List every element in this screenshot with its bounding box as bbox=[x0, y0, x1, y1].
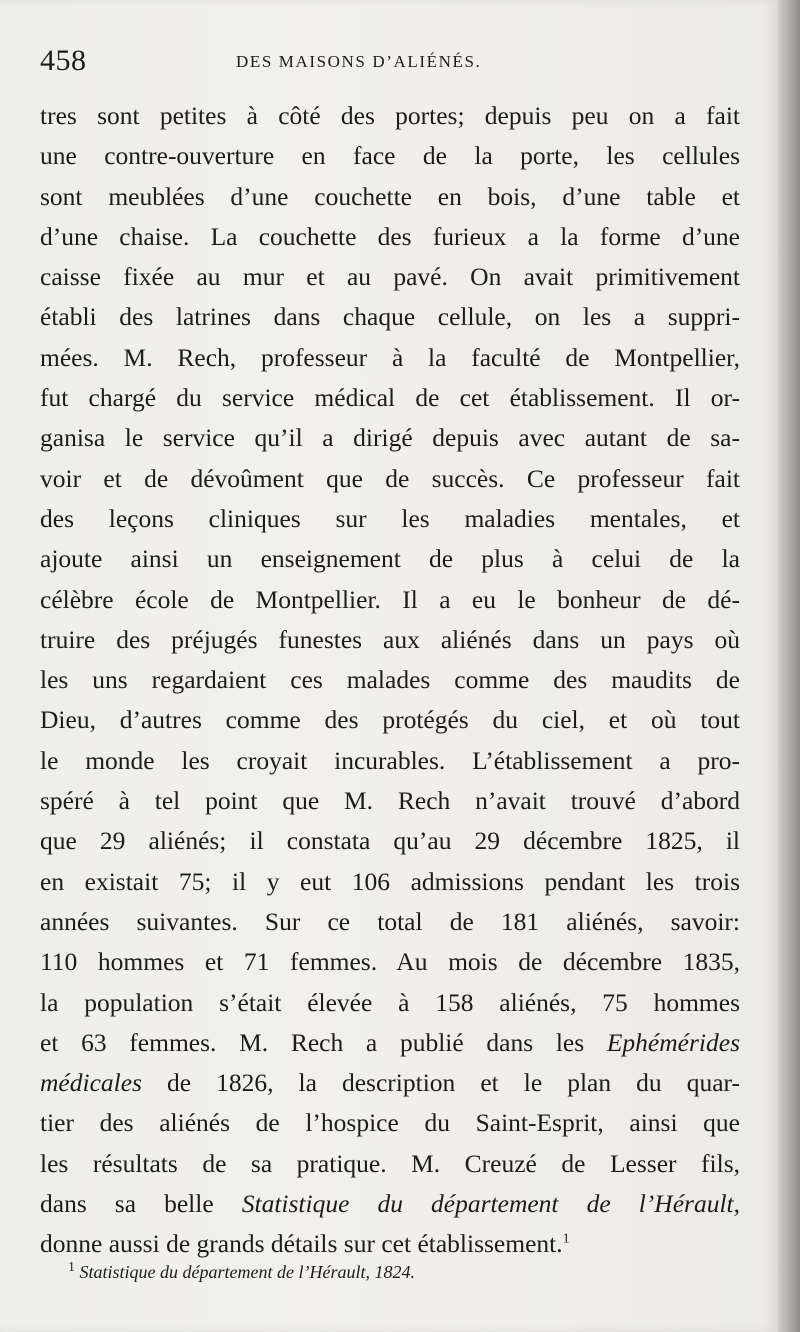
text-line: le monde les croyait incurables. L’établissement a pro- bbox=[40, 745, 740, 775]
footnote-text: Statistique du département de l’Hérault, 1824. bbox=[79, 1262, 415, 1282]
text-line: une contre-ouverture en face de la porte, les cellules bbox=[40, 141, 740, 171]
text-line: mées. M. Rech, professeur à la faculté de Montpellier, bbox=[40, 342, 740, 372]
text-line: d’une chaise. La couchette des furieux a la forme d’une bbox=[40, 221, 740, 251]
footnote-marker: 1 bbox=[68, 1260, 75, 1275]
text-line bbox=[40, 1063, 740, 1103]
text-line: fut chargé du service médical de cet établissement. Il or- bbox=[40, 383, 740, 413]
text-line: en existait 75; il y eut 106 admissions pendant les trois bbox=[40, 866, 740, 896]
text-line: établi des latrines dans chaque cellule, on les a suppri- bbox=[40, 302, 740, 332]
text-line: 110 hommes et 71 femmes. Au mois de décembre 1835, bbox=[40, 947, 740, 977]
text-segment: et 63 femmes. M. Rech a publié dans les bbox=[40, 1027, 607, 1057]
text-line: voir et de dévoûment que de succès. Ce professeur fait bbox=[40, 463, 740, 493]
page-header bbox=[40, 44, 736, 84]
text-line: tres sont petites à côté des portes; depuis peu on a fait bbox=[40, 101, 740, 130]
footnote-reference: 1 bbox=[562, 1231, 570, 1247]
text-segment: donne aussi de grands détails sur cet établissement. bbox=[40, 1229, 563, 1259]
text-line: ajoute ainsi un enseignement de plus à celui de la bbox=[40, 544, 740, 574]
text-line bbox=[40, 1023, 740, 1063]
running-head: DES MAISONS D’ALIÉNÉS. bbox=[236, 52, 482, 71]
text-line bbox=[40, 1224, 740, 1264]
book-gutter bbox=[778, 0, 800, 1332]
page-number: 458 bbox=[40, 44, 87, 77]
text-line: caisse fixée au mur et au pavé. On avait primitivement bbox=[40, 262, 740, 292]
footnote bbox=[68, 1262, 415, 1283]
text-line: des leçons cliniques sur les maladies mentales, et bbox=[40, 503, 740, 533]
text-line: les uns regardaient ces malades comme des maudits de bbox=[40, 665, 740, 695]
text-line: que 29 aliénés; il constata qu’au 29 décembre 1825, il bbox=[40, 826, 740, 856]
body-text bbox=[40, 96, 740, 1265]
italic-title: Ephémérides bbox=[606, 1027, 740, 1057]
text-line: années suivantes. Sur ce total de 181 aliénés, savoir: bbox=[40, 906, 740, 936]
text-line: spéré à tel point que M. Rech n’avait trouvé d’abord bbox=[40, 786, 740, 816]
text-segment: dans sa belle bbox=[40, 1189, 242, 1219]
text-line: Dieu, d’autres comme des protégés du ciel, et où tout bbox=[40, 705, 740, 735]
text-line: célèbre école de Montpellier. Il a eu le bonheur de dé- bbox=[40, 584, 740, 614]
text-segment: de 1826, la description et le plan du quar- bbox=[141, 1068, 740, 1098]
text-line: les résultats de sa pratique. M. Creuzé de Lesser fils, bbox=[40, 1148, 740, 1178]
text-line: tier des aliénés de l’hospice du Saint-Esprit, ainsi que bbox=[40, 1108, 740, 1138]
text-line: ganisa le service qu’il a dirigé depuis avec autant de sa- bbox=[40, 423, 740, 453]
italic-title: Statistique du département de l’Hérault bbox=[241, 1189, 734, 1219]
text-segment: , bbox=[733, 1189, 740, 1219]
text-line bbox=[40, 1184, 740, 1224]
text-line: sont meublées d’une couchette en bois, d’une table et bbox=[40, 181, 740, 211]
text-line: la population s’était élevée à 158 aliénés, 75 hommes bbox=[40, 987, 740, 1017]
text-line: truire des préjugés funestes aux aliénés dans un pays où bbox=[40, 624, 740, 654]
italic-title: médicales bbox=[40, 1068, 142, 1098]
